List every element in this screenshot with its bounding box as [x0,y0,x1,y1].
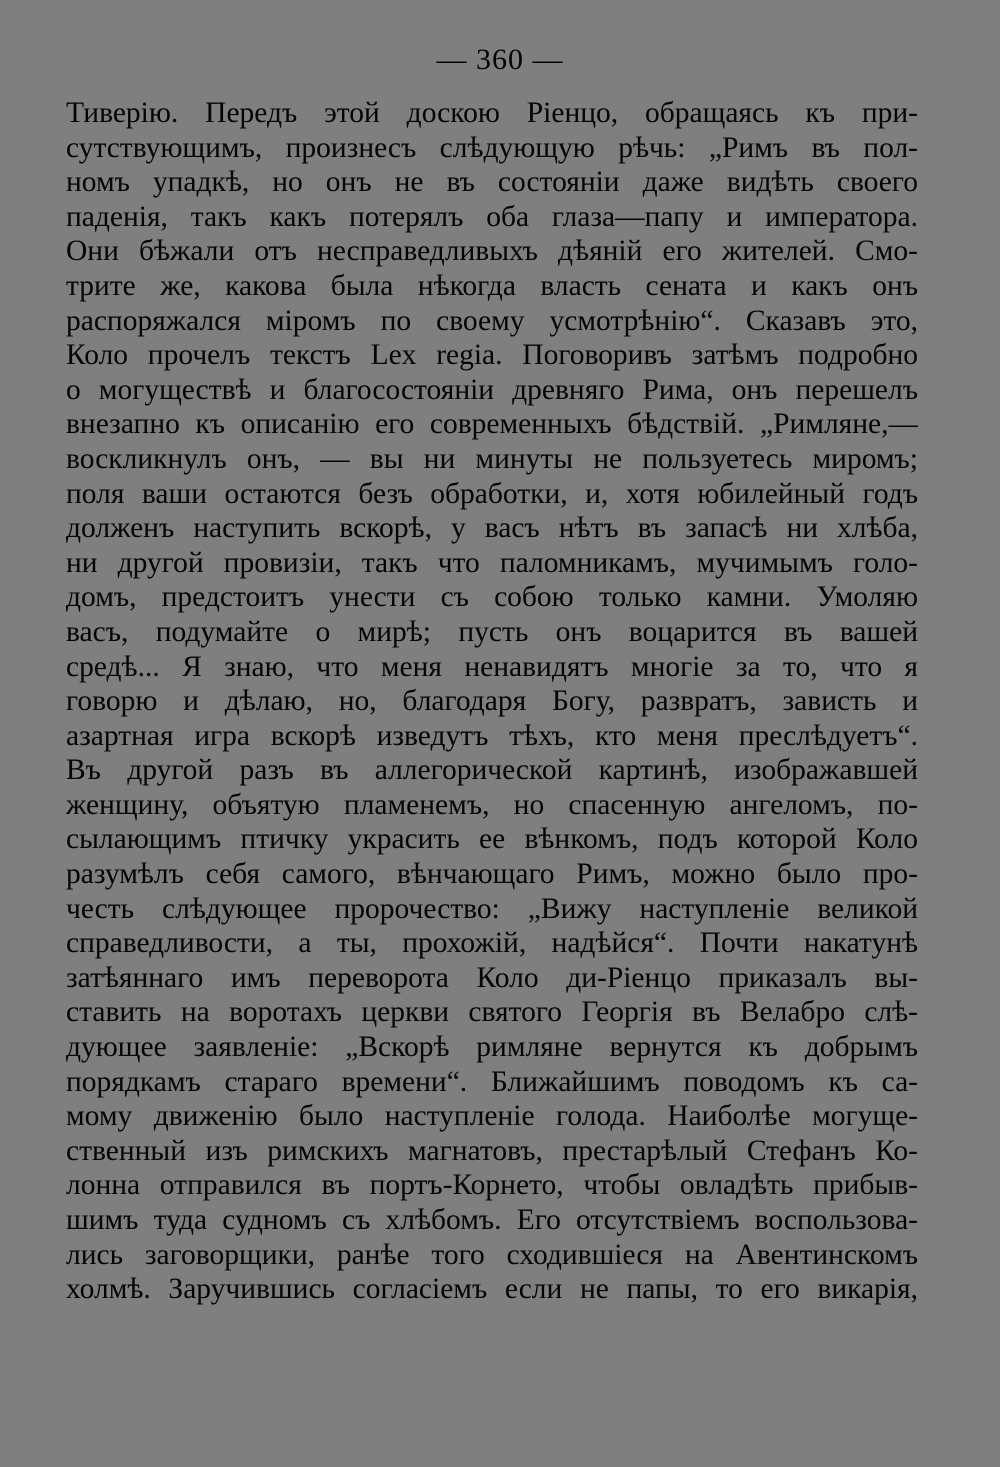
text-line: говорю и дѣлаю, но, благодаря Богу, развратъ, зависть и [66,685,918,718]
text-line: дующее заявленіе: „Вскорѣ римляне вернутся къ добрымъ [66,1031,918,1064]
body-text [66,96,918,1307]
text-line: лонна отправился въ портъ-Корнето, чтобы овладѣть прибыв- [66,1169,918,1202]
text-line: разумѣлъ себя самого, вѣнчающаго Римъ, можно было про- [66,858,918,891]
text-line: номъ упадкѣ, но онъ не въ состояніи даже видѣть своего [66,166,918,199]
text-line: трите же, какова была нѣкогда власть сената и какъ онъ [66,269,918,302]
text-line: шимъ туда судномъ съ хлѣбомъ. Его отсутствіемъ воспользова- [66,1204,918,1236]
text-line: паденія, такъ какъ потерялъ оба глаза—папу и императора. [66,200,918,233]
text-line: воскликнулъ онъ, — вы ни минуты не пользуетесь миромъ; [66,442,918,475]
text-line: ственный изъ римскихъ магнатовъ, престарѣлый Стефанъ Ко- [66,1134,918,1167]
text-line: о могуществѣ и благосостояніи древняго Рима, онъ перешелъ [66,373,918,406]
text-line: домъ, предстоитъ унести съ собою только камни. Умоляю [66,581,918,614]
text-line: Въ другой разъ въ аллегорической картинѣ, изображавшей [66,754,918,787]
text-line: поля ваши остаются безъ обработки, и, хотя юбилейный годъ [66,477,918,510]
text-line: женщину, объятую пламенемъ, но спасенную ангеломъ, по- [66,788,918,821]
text-line: Они бѣжали отъ несправедливыхъ дѣяній его жителей. Смо- [66,235,918,268]
text-line: порядкамъ стараго времени“. Ближайшимъ поводомъ къ са- [66,1065,918,1098]
text-line: сылающимъ птичку украсить ее вѣнкомъ, подъ которой Коло [66,823,918,856]
text-line: честь слѣдующее пророчество: „Вижу наступленіе великой [66,892,918,925]
text-line: ни другой провизіи, такъ что паломникамъ, мучимымъ голо- [66,546,918,579]
page-number: — 360 — [436,43,564,76]
text-line: внезапно къ описанію его современныхъ бѣдствій. „Римляне,— [66,408,918,441]
text-line: Тиверію. Передъ этой доскою Ріенцо, обращаясь къ при- [66,97,918,129]
text-line: мому движенію было наступленіе голода. Наиболѣе могуще- [66,1100,918,1133]
text-line: сутствующимъ, произнесъ слѣдующую рѣчь: „Римъ въ пол- [66,131,918,164]
text-line: справедливости, а ты, прохожій, надѣйся“. Почти накатунѣ [66,927,918,960]
text-line: долженъ наступить вскорѣ, у васъ нѣтъ въ запасѣ ни хлѣба, [66,512,918,545]
text-line: затѣяннаго имъ переворота Коло ди-Ріенцо приказалъ вы- [66,961,918,994]
text-line: холмѣ. Заручившись согласіемъ если не папы, то его викарія, [66,1273,918,1306]
text-line: азартная игра вскорѣ изведутъ тѣхъ, кто меня преслѣдуетъ“. [66,719,918,752]
text-line: распоряжался міромъ по своему усмотрѣнію“. Сказавъ это, [66,304,918,337]
text-line: васъ, подумайте о мирѣ; пусть онъ воцарится въ вашей [66,615,918,648]
text-line: Коло прочелъ текстъ Lex regia. Поговоривъ затѣмъ подробно [66,339,918,372]
text-line: ставить на воротахъ церкви святого Георгія въ Велабро слѣ- [66,996,918,1029]
text-line: лись заговорщики, ранѣе того сходившіеся на Авентинскомъ [66,1238,918,1271]
text-line: средѣ... Я знаю, что меня ненавидятъ многіе за то, что я [66,650,918,683]
